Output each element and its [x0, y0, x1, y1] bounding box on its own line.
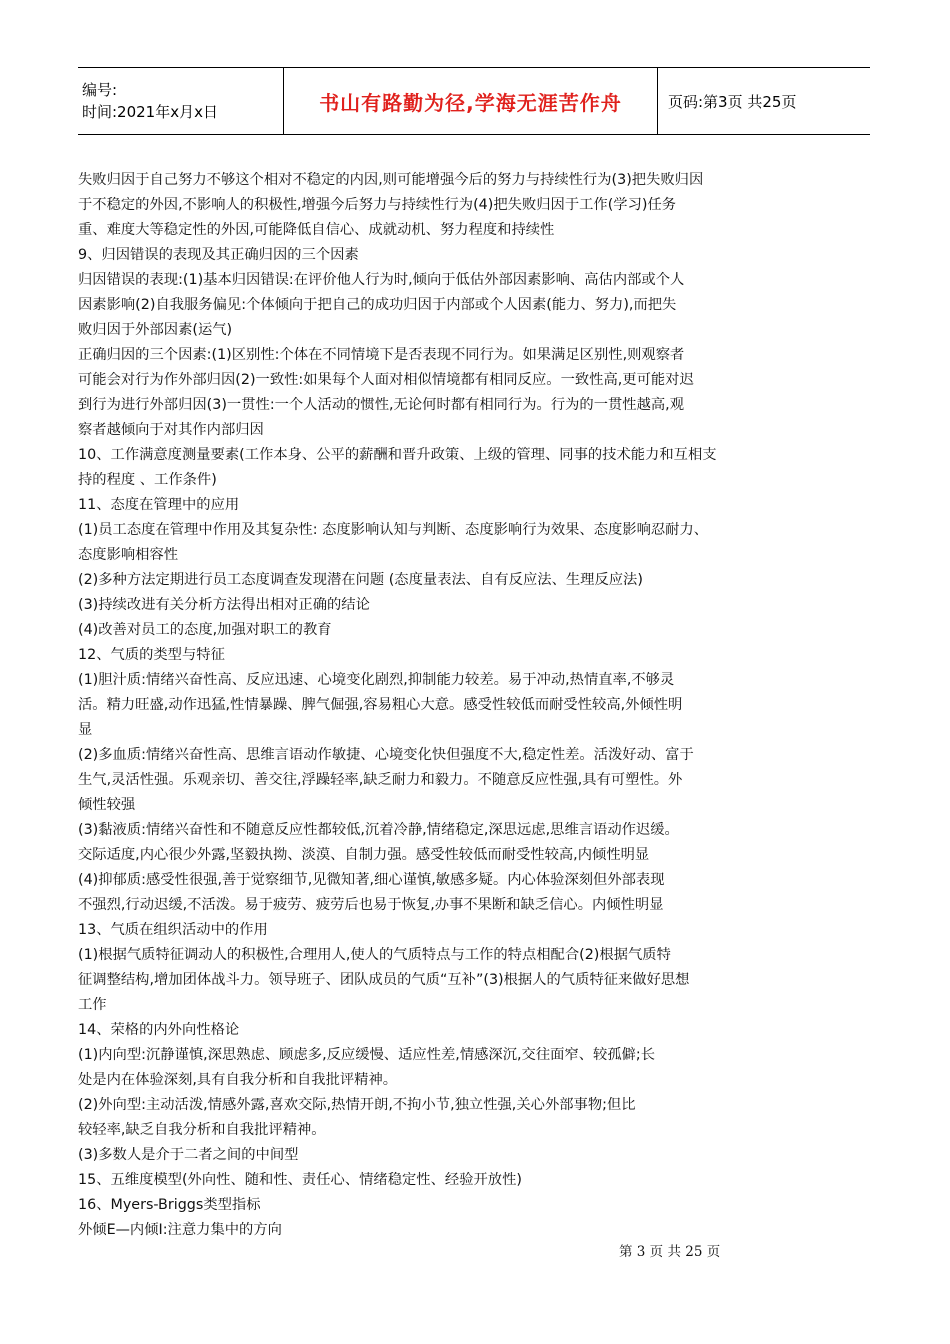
- text-line: 较轻率,缺乏自我分析和自我批评精神。: [78, 1122, 326, 1138]
- text-line: 交际适度,内心很少外露,坚毅执拗、淡漠、自制力强。感受性较低而耐受性较高,内倾性明显: [78, 847, 650, 863]
- text-line: 因素影响(2)自我服务偏见:个体倾向于把自己的成功归因于内部或个人因素(能力、努力),而把失: [78, 297, 677, 313]
- text-line: (2)多种方法定期进行员工态度调查发现潜在问题 (态度量表法、自有反应法、生理反应法): [78, 572, 643, 588]
- text-line: 持的程度 、工作条件): [78, 472, 217, 488]
- text-line: (1)胆汁质:情绪兴奋性高、反应迅速、心境变化剧烈,抑制能力较差。易于冲动,热情直率,不够灵: [78, 672, 675, 688]
- header-page-cell: [658, 68, 870, 134]
- text-line: 可能会对行为作外部归因(2)一致性:如果每个人面对相似情境都有相同反应。一致性高,更可能对迟: [78, 372, 694, 388]
- section-heading: 13、气质在组织活动中的作用: [78, 922, 268, 938]
- text-line: 工作: [78, 997, 107, 1013]
- header-motto: 书山有路勤为径,学海无涯苦作舟: [319, 90, 622, 115]
- text-line: 重、难度大等稳定性的外因,可能降低自信心、成就动机、努力程度和持续性: [78, 222, 555, 238]
- text-line: (2)多血质:情绪兴奋性高、思维言语动作敏捷、心境变化快但强度不大,稳定性差。活泼好动、富于: [78, 747, 694, 763]
- serial-number-label: 编号:: [82, 81, 118, 99]
- text-line: 到行为进行外部归因(3)一贯性:一个人活动的惯性,无论何时都有相同行为。行为的一贯性越高,观: [78, 397, 685, 413]
- section-heading: 14、荣格的内外向性格论: [78, 1022, 240, 1038]
- text-line: (1)根据气质特征调动人的积极性,合理用人,使人的气质特点与工作的特点相配合(2)根据气质特: [78, 947, 671, 963]
- text-line: 生气,灵活性强。乐观亲切、善交往,浮躁轻率,缺乏耐力和毅力。不随意反应性强,具有可塑性。外: [78, 772, 683, 788]
- section-heading: 9、归因错误的表现及其正确归因的三个因素: [78, 247, 359, 263]
- text-line: (4)抑郁质:感受性很强,善于觉察细节,见微知著,细心谨慎,敏感多疑。内心体验深刻但外部表现: [78, 872, 665, 888]
- text-line: 倾性较强: [78, 797, 136, 813]
- page-footer: 第 3 页 共 25 页: [619, 1244, 721, 1260]
- text-line: (1)员工态度在管理中作用及其复杂性: 态度影响认知与判断、态度影响行为效果、态度影响忍耐力、: [78, 522, 709, 538]
- header-motto-cell: [283, 68, 658, 134]
- text-line: 征调整结构,增加团体战斗力。领导班子、团队成员的气质“互补”(3)根据人的气质特征来做好思想: [78, 972, 690, 988]
- section-heading: 11、态度在管理中的应用: [78, 497, 240, 513]
- section-heading: 15、五维度模型(外向性、随和性、责任心、情绪稳定性、经验开放性): [78, 1172, 522, 1188]
- text-line: (1)内向型:沉静谨慎,深思熟虑、顾虑多,反应缓慢、适应性差,情感深沉,交往面窄、较孤僻;长: [78, 1047, 656, 1063]
- text-line: 外倾E—内倾I:注意力集中的方向: [78, 1222, 282, 1238]
- text-line: 失败归因于自己努力不够这个相对不稳定的内因,则可能增强今后的努力与持续性行为(3)把失败归因: [78, 172, 704, 188]
- document-body: [78, 168, 870, 1243]
- text-line: 于不稳定的外因,不影响人的积极性,增强今后努力与持续性行为(4)把失败归因于工作(学习)任务: [78, 197, 677, 213]
- text-line: 显: [78, 722, 93, 738]
- text-line: (3)多数人是介于二者之间的中间型: [78, 1147, 299, 1163]
- section-heading: 10、工作满意度测量要素(工作本身、公平的薪酬和晋升政策、上级的管理、同事的技术能力和互相支: [78, 447, 717, 463]
- text-line: 败归因于外部因素(运气): [78, 322, 233, 338]
- page-info: 页码:第3页 共25页: [668, 92, 797, 111]
- text-line: 归因错误的表现:(1)基本归因错误:在评价他人行为时,倾向于低估外部因素影响、高估内部或个人: [78, 272, 685, 288]
- text-line: (3)持续改进有关分析方法得出相对正确的结论: [78, 597, 370, 613]
- text-line: (3)黏液质:情绪兴奋性和不随意反应性都较低,沉着冷静,情绪稳定,深思远虑,思维言语动作迟缓。: [78, 822, 679, 838]
- section-heading: 12、气质的类型与特征: [78, 647, 225, 663]
- text-line: 活。精力旺盛,动作迅猛,性情暴躁、脾气倔强,容易粗心大意。感受性较低而耐受性较高,外倾性明: [78, 697, 683, 713]
- text-line: 态度影响相容性: [78, 547, 179, 563]
- text-line: 正确归因的三个因素:(1)区别性:个体在不同情境下是否表现不同行为。如果满足区别性,则观察者: [78, 347, 685, 363]
- header-meta: [78, 68, 283, 134]
- section-heading: 16、Myers-Briggs类型指标: [78, 1197, 261, 1213]
- text-line: 处是内在体验深刻,具有自我分析和自我批评精神。: [78, 1072, 398, 1088]
- text-line: (4)改善对员工的态度,加强对职工的教育: [78, 622, 332, 638]
- text-line: (2)外向型:主动活泼,情感外露,喜欢交际,热情开朗,不拘小节,独立性强,关心外部事物;但比: [78, 1097, 636, 1113]
- text-line: 不强烈,行动迟缓,不活泼。易于疲劳、疲劳后也易于恢复,办事不果断和缺乏信心。内倾性明显: [78, 897, 664, 913]
- page-header: [78, 67, 870, 135]
- date-label: 时间:2021年x月x日: [82, 103, 218, 121]
- text-line: 察者越倾向于对其作内部归因: [78, 422, 264, 438]
